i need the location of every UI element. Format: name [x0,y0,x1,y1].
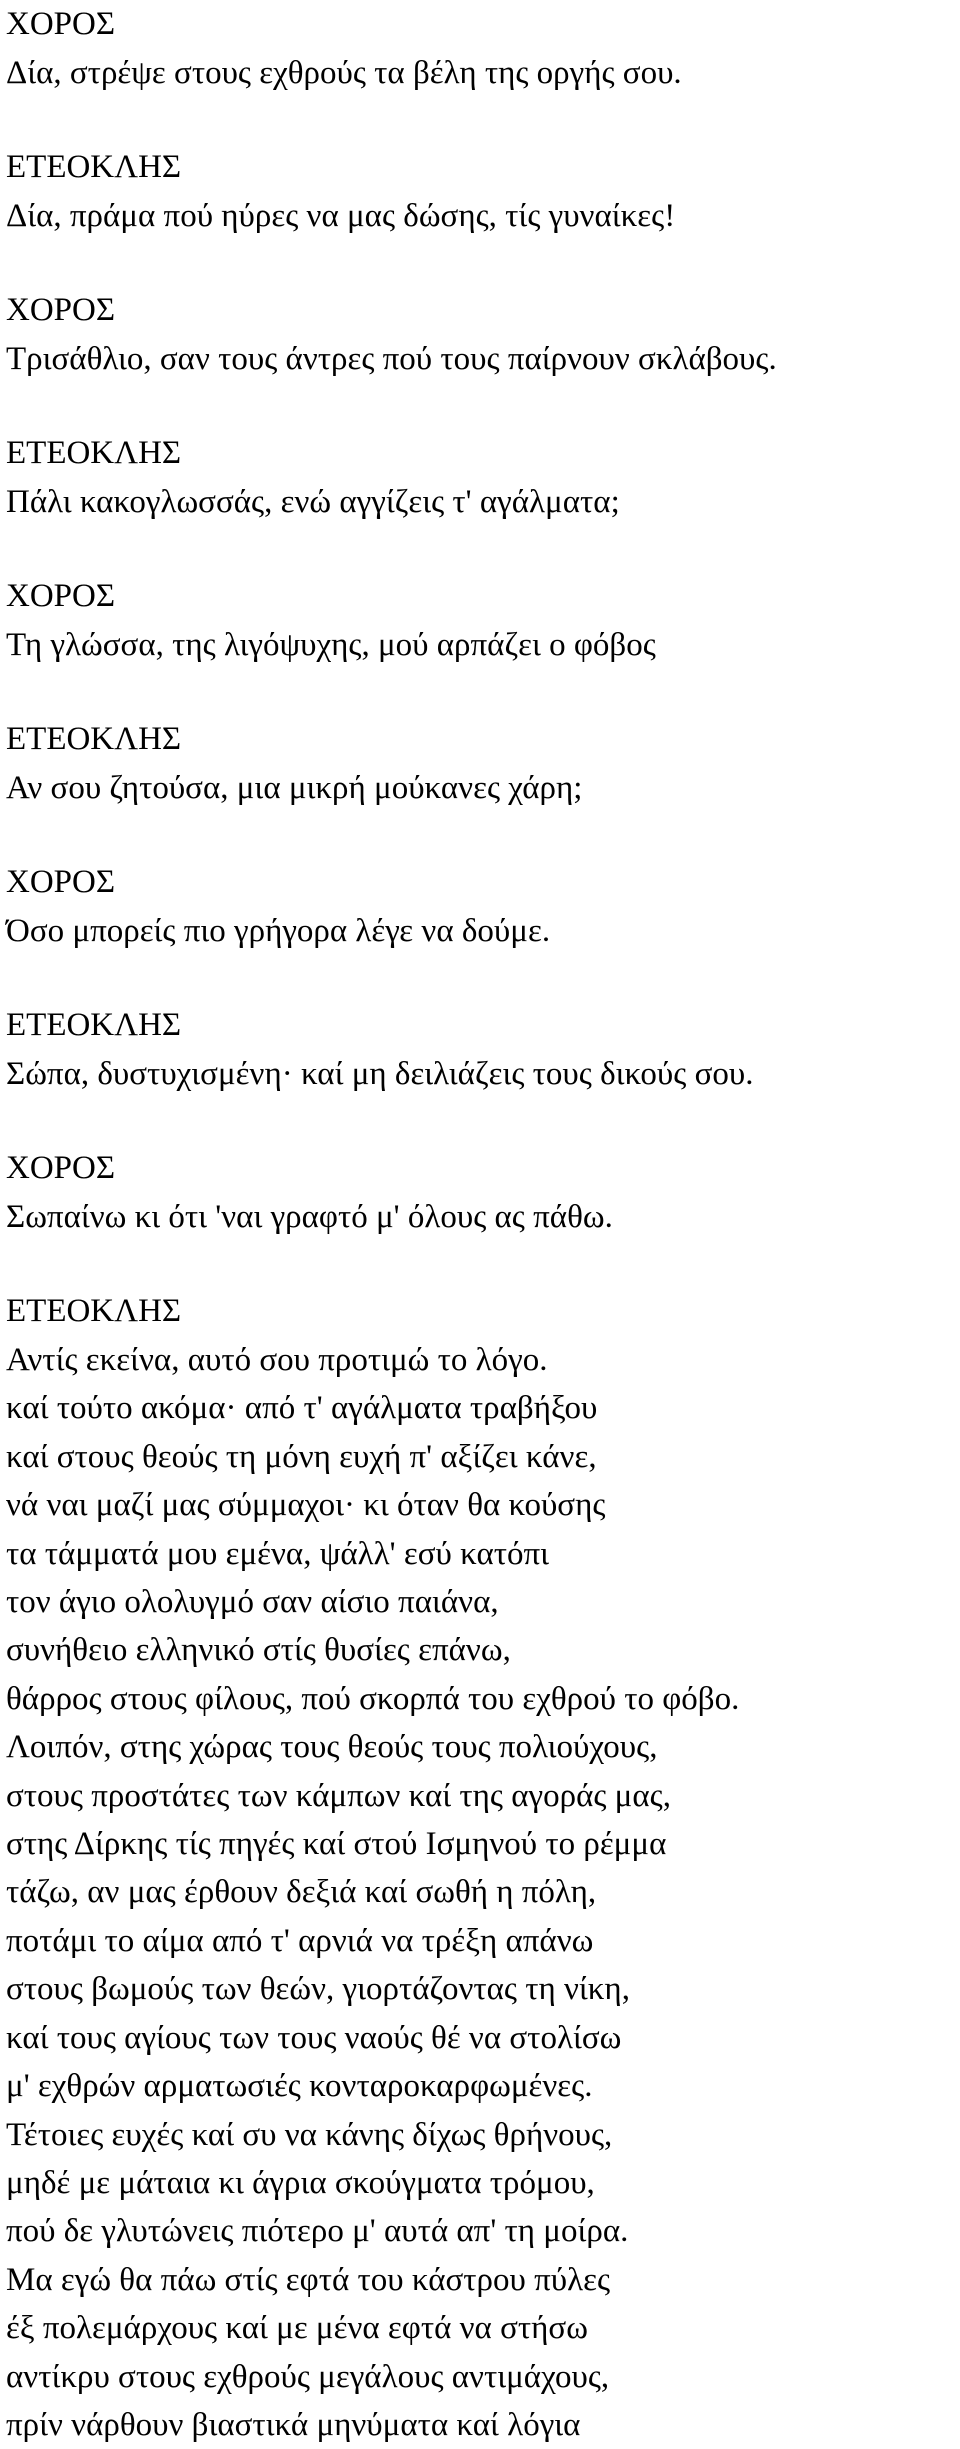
speaker-name: ΧΟΡΟΣ [6,578,116,614]
dialogue-exchange [6,143,960,241]
speaker-name: ΧΟΡΟΣ [6,864,116,900]
verse-line: έξ πολεμάρχους καί με μένα εφτά να στήσω [6,2310,588,2347]
speech-line: Τρισάθλιο, σαν τους άντρες πού τους παίρνουν σκλάβους. [6,341,777,377]
verse-line: νά ναι μαζί μας σύμμαχοι· κι όταν θα κούσης [6,1487,606,1524]
verse-line: τον άγιο ολολυγμό σαν αίσιο παιάνα, [6,1584,499,1621]
speech-line: Πάλι κακογλωσσάς, ενώ αγγίζεις τ' αγάλματα; [6,484,620,520]
verse-line: στους προστάτες των κάμπων καί της αγοράς μας, [6,1777,671,1814]
verse-line: πρίν νάρθουν βιαστικά μηνύματα καί λόγια [6,2406,581,2443]
verse-line: αντίκρυ στους εχθρούς μεγάλους αντιμάχους, [6,2358,610,2395]
speaker-name: ΕΤΕΟΚΛΗΣ [6,435,182,471]
dialogue-exchange [6,1144,960,1242]
speaker-name: ΧΟΡΟΣ [6,1150,116,1186]
dialogue-exchange [6,429,960,527]
verse-line: τα τάμματά μου εμένα, ψάλλ' εσύ κατόπι [6,1535,550,1572]
verse-line: καί τους αγίους των τους ναούς θέ να στολίσω [6,2019,622,2056]
dialogue-exchange [6,715,960,813]
verse-line: Λοιπόν, στης χώρας τους θεούς τους πολιούχους, [6,1729,658,1766]
verse-line: τάζω, αν μας έρθουν δεξιά καί σωθή η πόλη, [6,1874,597,1911]
verse-line: Αντίς εκείνα, αυτό σου προτιμώ το λόγο. [6,1342,548,1378]
verse-line: στους βωμούς των θεών, γιορτάζοντας τη νίκη, [6,1971,630,2008]
verse-line: στης Δίρκης τίς πηγές καί στού Ισμηνού το ρέμμα [6,1826,667,1863]
verse-line: Τέτοιες ευχές καί συ να κάνης δίχως θρήνους, [6,2116,613,2153]
verse-line: πού δε γλυτώνεις πιότερο μ' αυτά απ' τη μοίρα. [6,2213,629,2250]
verse-line: Μα εγώ θα πάω στίς εφτά του κάστρου πύλες [6,2261,611,2298]
speech-line: Σωπαίνω κι ότι 'ναι γραφτό μ' όλους ας πάθω. [6,1199,613,1235]
speech-line: Αν σου ζητούσα, μια μικρή μούκανες χάρη; [6,770,583,806]
speech-line: Δία, πράμα πού ηύρες να μας δώσης, τίς γυναίκες! [6,198,676,234]
verse-line: καί στους θεούς τη μόνη ευχή π' αξίζει κάνε, [6,1438,597,1475]
verse-line: καί τούτο ακόμα· από τ' αγάλματα τραβήξου [6,1390,598,1427]
dialogue-exchange [6,1001,960,1099]
speech-line: Δία, στρέψε στους εχθρούς τα βέλη της οργής σου. [6,55,682,91]
speaker-name: ΕΤΕΟΚΛΗΣ [6,1007,182,1043]
dialogue-exchange [6,858,960,956]
speaker-name: ΕΤΕΟΚΛΗΣ [6,1293,182,1329]
dialogue-exchange [6,286,960,384]
dialogue [6,0,960,2449]
verse-line: θάρρος στους φίλους, πού σκορπά του εχθρού το φόβο. [6,1680,740,1717]
speech-line: Τη γλώσσα, της λιγόψυχης, μού αρπάζει ο φόβος [6,627,656,663]
dialogue-exchange [6,572,960,670]
verse-line: μηδέ με μάταια κι άγρια σκούγματα τρόμου, [6,2164,595,2201]
verse-line: συνήθειο ελληνικό στίς θυσίες επάνω, [6,1632,511,1669]
speech-line: Σώπα, δυστυχισμένη· καί μη δειλιάζεις τους δικούς σου. [6,1056,754,1092]
speech-line: Όσο μπορείς πιο γρήγορα λέγε να δούμε. [6,913,551,949]
verse-line: μ' εχθρών αρματωσιές κονταροκαρφωμένες. [6,2068,593,2105]
speaker-name: ΧΟΡΟΣ [6,292,116,328]
speaker-name: ΧΟΡΟΣ [6,6,116,42]
speaker-name: ΕΤΕΟΚΛΗΣ [6,721,182,757]
verse-line: ποτάμι το αίμα από τ' αρνιά να τρέξη απάνω [6,1922,594,1959]
monologue [6,1287,960,2449]
speaker-name: ΕΤΕΟΚΛΗΣ [6,149,182,185]
dialogue-exchange [6,0,960,98]
